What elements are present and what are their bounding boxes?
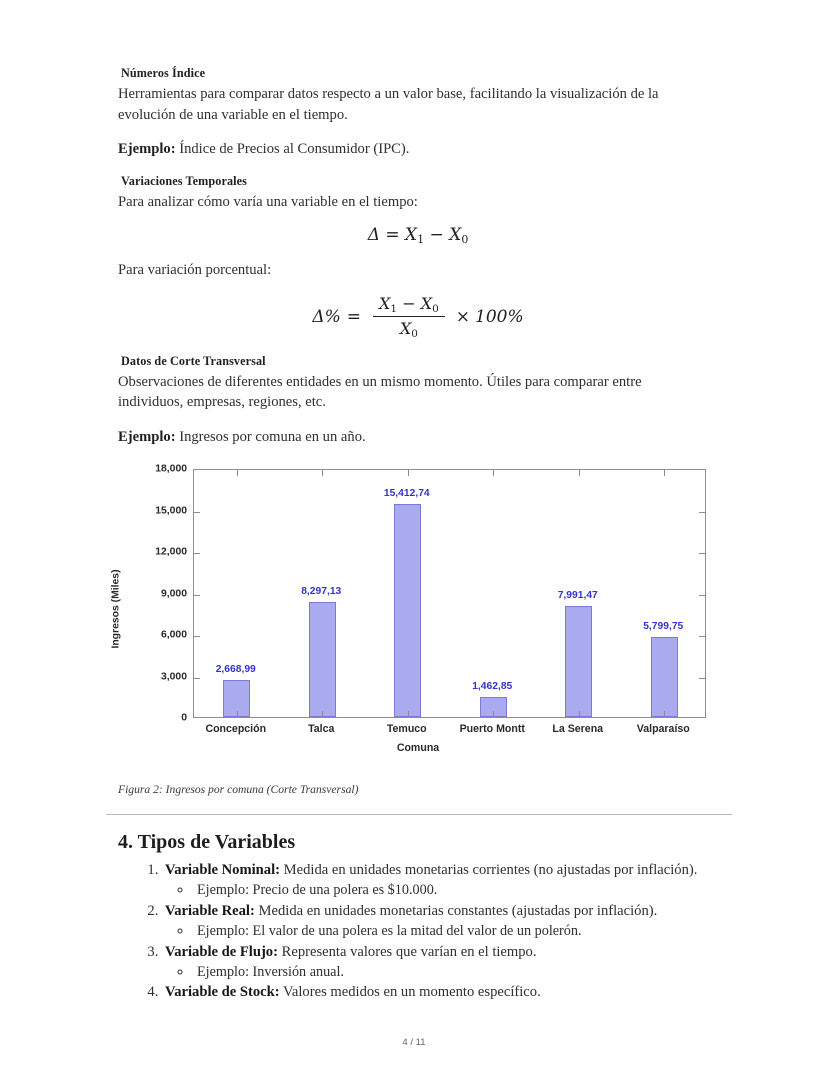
formula-pct-lhs: Δ% <box>312 306 341 327</box>
sub-list <box>165 962 718 982</box>
chart-x-tick-mark <box>664 470 665 476</box>
chart-y-tick-label: 12,000 <box>155 546 187 558</box>
chart-x-tick-mark <box>579 470 580 476</box>
example-corte-transversal <box>118 427 698 448</box>
page-content <box>110 66 718 1003</box>
chart-bar <box>309 602 336 717</box>
formula-delta-x1: X <box>405 225 418 245</box>
example-label: Ejemplo: <box>118 428 176 445</box>
list-item-term: Variable de Stock: <box>165 984 280 1001</box>
chart-x-tick-mark <box>322 470 323 476</box>
example-text: Ingresos por comuna en un año. <box>175 428 366 445</box>
sub-list-item: ◦ Ejemplo: Precio de una polera es $10.000. <box>193 880 718 900</box>
chart-y-tick-mark <box>194 553 200 554</box>
chart-y-tick-mark <box>699 553 705 554</box>
chart-bar-value-label: 7,991,47 <box>557 590 598 602</box>
list-item-text: Valores medidos en un momento específico. <box>279 984 541 1001</box>
paragraph-numeros-indice: Herramientas para comparar datos respecto a un valor base, facilitando la visualización de la evolución de una variable en el tiempo. <box>118 86 659 123</box>
chart-bar-value-label: 2,668,99 <box>215 664 256 676</box>
bar-chart <box>110 461 718 761</box>
formula-pct-inner <box>312 294 523 340</box>
chart-bar-value-label: 5,799,75 <box>643 620 684 632</box>
chart-x-tick-label: Valparaíso <box>636 723 690 735</box>
page-title: 4. Tipos de Variables <box>118 831 296 853</box>
heading-corte-transversal: Datos de Corte Transversal <box>121 353 266 368</box>
list-item-text: Medida en unidades monetarias corrientes (no ajustadas por inflación). <box>280 862 698 878</box>
chart-y-tick-mark <box>699 595 705 596</box>
chart-bar-value-label: 8,297,13 <box>301 586 342 598</box>
sub-list <box>165 880 718 900</box>
chart-x-tick-label: Talca <box>308 723 335 735</box>
chart-y-tick-mark <box>194 636 200 637</box>
num-x0: X <box>420 293 433 313</box>
chart-y-tick-label: 15,000 <box>155 505 187 516</box>
den-sub0: 0 <box>411 327 418 340</box>
chart-x-tick-mark <box>664 711 665 717</box>
chart-x-tick-mark <box>408 470 409 476</box>
paragraph-corte-transversal: Observaciones de diferentes entidades en un mismo momento. Útiles para comparar entre individuos, empresas, regiones, etc. <box>118 373 642 410</box>
tipos-variables-list <box>118 860 718 1003</box>
chart-x-tick-mark <box>237 711 238 717</box>
chart-bar <box>651 637 678 717</box>
section-divider <box>106 814 732 815</box>
list-item <box>162 982 718 1002</box>
formula-pct-times: × <box>455 306 471 327</box>
formula-pct-rhs: 100% <box>475 306 524 327</box>
chart-x-tick-label: Concepción <box>205 723 267 735</box>
example-text: Índice de Precios al Consumidor (IPC). <box>175 141 410 157</box>
chart-bar <box>394 504 421 717</box>
formula-delta <box>118 225 718 246</box>
chart-x-tick-label: La Serena <box>552 723 604 735</box>
formula-delta-equals: = <box>385 225 400 245</box>
page-footer: 4 / 11 <box>402 1037 426 1048</box>
num-x1: X <box>379 293 391 313</box>
sub-list-item: ◦ Ejemplo: Inversión anual. <box>193 962 718 982</box>
chart-bar-value-label: 15,412,74 <box>383 487 430 499</box>
list-item-term: Variable Nominal: <box>165 862 280 878</box>
chart-y-tick-label: 3,000 <box>160 671 187 682</box>
formula-pct-denominator <box>394 317 424 340</box>
chart-x-tick-mark <box>579 711 580 717</box>
figure-caption: Figura 2: Ingresos por comuna (Corte Transversal) <box>118 783 359 796</box>
formula-delta-porcentual <box>118 294 718 340</box>
list-item <box>162 942 718 983</box>
chart-x-tick-mark <box>493 711 494 717</box>
example-numeros-indice <box>118 139 698 160</box>
num-sub0: 0 <box>432 302 439 315</box>
paragraph-variacion-porcentual: Para variación porcentual: <box>118 262 272 278</box>
chart-bar <box>565 606 592 717</box>
den-x0: X <box>399 318 412 338</box>
chart-y-tick-mark <box>194 678 200 679</box>
sub-list <box>165 921 718 941</box>
list-item-text: Medida en unidades monetarias constantes (ajustadas por inflación). <box>254 902 658 919</box>
chart-y-tick-label: 6,000 <box>160 629 187 641</box>
list-item <box>162 860 718 901</box>
figure-ingresos-comuna <box>110 461 718 761</box>
chart-x-tick-mark <box>322 711 323 717</box>
formula-delta-sub0: 0 <box>461 233 469 246</box>
paragraph-variaciones-temporales: Para analizar cómo varía una variable en el tiempo: <box>118 193 418 210</box>
chart-x-tick-mark <box>408 711 409 717</box>
chart-y-axis-label: Ingresos (Miles) <box>110 569 122 649</box>
chart-y-tick-label: 0 <box>181 712 187 724</box>
formula-pct-equals: = <box>346 306 362 327</box>
chart-y-tick-mark <box>194 512 200 513</box>
chart-x-tick-label: Temuco <box>386 723 427 735</box>
list-item <box>162 901 718 942</box>
list-item-term: Variable Real: <box>165 902 255 919</box>
formula-delta-symbol: Δ <box>367 225 380 245</box>
chart-y-tick-mark <box>699 678 705 679</box>
chart-x-tick-label: Puerto Montt <box>459 723 525 735</box>
chart-x-tick-mark <box>493 470 494 476</box>
chart-y-tick-mark <box>699 636 705 637</box>
num-minus: − <box>402 293 416 313</box>
formula-pct-numerator <box>373 294 445 317</box>
formula-pct-fraction <box>373 294 445 340</box>
formula-delta-minus: − <box>429 225 444 245</box>
list-item-term: Variable de Flujo: <box>165 943 278 960</box>
list-item-text: Representa valores que varían en el tiempo. <box>277 943 537 960</box>
heading-variaciones-temporales: Variaciones Temporales <box>121 173 247 188</box>
chart-x-axis-label: Comuna <box>396 742 440 754</box>
num-sub1: 1 <box>390 302 398 315</box>
chart-plot-area <box>193 469 706 718</box>
sub-list-item: ◦ Ejemplo: El valor de una polera es la mitad del valor de un polerón. <box>193 921 718 941</box>
chart-y-tick-mark <box>194 595 200 596</box>
heading-numeros-indice: Números Índice <box>121 66 206 80</box>
chart-bar-value-label: 1,462,85 <box>472 680 513 692</box>
example-label: Ejemplo: <box>118 141 176 157</box>
formula-delta-sub1: 1 <box>417 233 425 246</box>
chart-y-tick-mark <box>699 512 705 513</box>
chart-y-tick-label: 18,000 <box>155 463 187 475</box>
formula-delta-x0: X <box>449 225 462 245</box>
chart-y-tick-label: 9,000 <box>160 588 187 599</box>
chart-x-tick-mark <box>237 470 238 476</box>
